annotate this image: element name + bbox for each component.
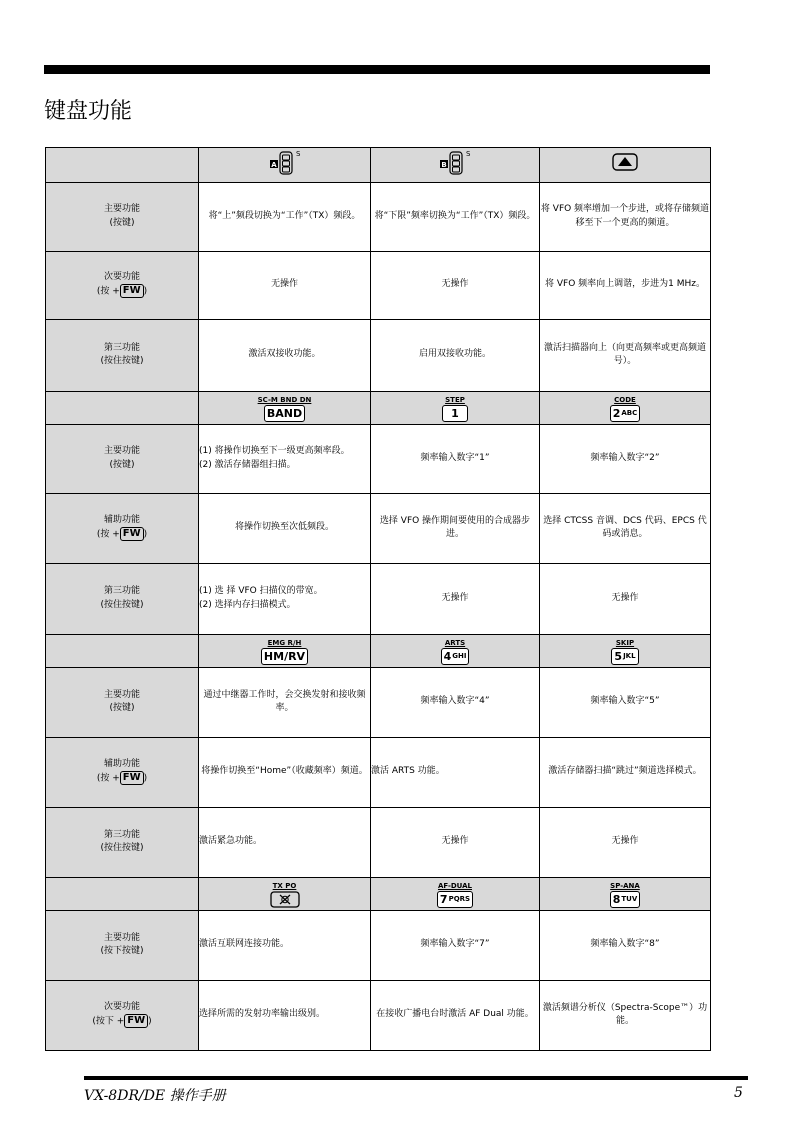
key-glyph: BAND	[264, 405, 305, 422]
key-header-row	[46, 877, 711, 910]
function-description: 频率输入数字“1”	[371, 424, 540, 493]
function-row	[46, 251, 711, 319]
fw-key-icon: FW	[120, 771, 144, 785]
bottom-rule	[84, 1076, 748, 1080]
top-rule	[44, 65, 710, 74]
function-row	[46, 910, 711, 980]
function-row	[46, 980, 711, 1050]
key-header-cell	[540, 634, 711, 667]
fw-combo-prefix: (按 +	[96, 773, 120, 784]
keypad-function-table	[45, 147, 711, 1051]
key-glyph: 8 TUV	[610, 891, 641, 908]
function-description: 在接收广播电台时激活 AF Dual 功能。	[371, 980, 540, 1050]
key-caption: SP-ANA	[610, 881, 640, 890]
function-description: 选择 CTCSS 音调、DCS 代码、EPCS 代码或消息。	[540, 493, 711, 563]
function-label-cell	[46, 251, 199, 319]
function-description: 将操作切换至“Home”（收藏频率）频道。	[199, 737, 371, 807]
function-label-cell	[46, 563, 199, 634]
function-description: 将 VFO 频率向上调谐，步进为1 MHz。	[540, 251, 711, 319]
key-header-cell	[199, 877, 371, 910]
function-description: (1) 选 择 VFO 扫描仪的带宽。 (2) 选择内存扫描模式。	[199, 563, 371, 634]
function-description: 频率输入数字“7”	[371, 910, 540, 980]
page-title: 键盘功能	[44, 99, 133, 124]
svg-text:A: A	[270, 161, 277, 169]
key-glyph: 4 GHI	[441, 648, 470, 665]
fw-key-icon: FW	[120, 527, 144, 541]
function-description: 选择 VFO 操作期间要使用的合成器步进。	[371, 493, 540, 563]
internet-key-icon	[270, 891, 300, 908]
function-sublabel: (按键)	[109, 459, 135, 470]
function-description: 激活双接收功能。	[199, 319, 371, 391]
function-description: 无操作	[540, 563, 711, 634]
function-label: 第三功能	[103, 342, 140, 353]
key-glyph: 7 PQRS	[437, 891, 473, 908]
function-description: 无操作	[371, 251, 540, 319]
function-sublabel: (按住按键)	[100, 843, 144, 853]
function-label: 次要功能	[103, 1001, 140, 1012]
function-description: 激活互联网连接功能。	[199, 910, 371, 980]
fw-combo-suffix: )	[143, 286, 148, 297]
function-label-cell	[46, 424, 199, 493]
function-description: 频率输入数字“4”	[371, 667, 540, 737]
function-label-cell	[46, 910, 199, 980]
function-label: 主要功能	[103, 689, 140, 700]
function-label: 第三功能	[103, 829, 140, 840]
function-description: 激活频谱分析仪（Spectra-Scope™）功能。	[540, 980, 711, 1050]
key-caption: TX PO	[272, 881, 297, 890]
key-header-row	[46, 148, 711, 183]
function-description: 激活扫描器向上（向更高频率或更高频道号）。	[540, 319, 711, 391]
function-description: 无操作	[199, 251, 371, 319]
function-label: 辅助功能	[103, 758, 140, 769]
key-caption: CODE	[614, 395, 636, 404]
key-header-row	[46, 391, 711, 424]
key-header-cell	[540, 877, 711, 910]
function-sublabel: (按下按键)	[100, 946, 144, 956]
function-sublabel: (按键)	[109, 703, 135, 713]
key-caption: STEP	[445, 395, 465, 404]
fw-key-icon: FW	[124, 1014, 148, 1028]
function-label-cell	[46, 182, 199, 251]
up-arrow-key-icon	[611, 152, 639, 172]
function-row	[46, 182, 711, 251]
function-description: 将操作切换至次低频段。	[199, 493, 371, 563]
fw-combo-prefix: (按下 +	[92, 1016, 125, 1027]
function-description: 激活存储器扫描“跳过”频道选择模式。	[540, 737, 711, 807]
function-description: 频率输入数字“2”	[540, 424, 711, 493]
key-header-cell	[371, 877, 540, 910]
function-row	[46, 493, 711, 563]
function-label: 主要功能	[103, 204, 140, 214]
header-blank-cell	[46, 148, 199, 183]
page-number: 5	[734, 1085, 743, 1101]
function-description: 将 VFO 频率增加一个步进，或将存储频道移至下一个更高的频道。	[540, 182, 711, 251]
function-row	[46, 667, 711, 737]
function-label: 第三功能	[103, 586, 140, 596]
function-description: 激活紧急功能。	[199, 807, 371, 877]
function-row	[46, 807, 711, 877]
fw-combo-suffix: )	[143, 773, 148, 784]
fw-combo-suffix: )	[143, 529, 148, 540]
function-description: 激活 ARTS 功能。	[371, 737, 540, 807]
fw-key-icon: FW	[120, 284, 144, 298]
key-glyph: 2 ABC	[610, 405, 641, 422]
function-row	[46, 737, 711, 807]
function-label-cell	[46, 737, 199, 807]
function-label: 次要功能	[103, 271, 140, 282]
function-sublabel: (按住按键)	[100, 356, 144, 366]
key-glyph: HM/RV	[261, 648, 308, 665]
svg-text:B: B	[441, 161, 447, 169]
function-label: 主要功能	[103, 446, 140, 456]
function-row	[46, 424, 711, 493]
function-description: 无操作	[540, 807, 711, 877]
function-label: 辅助功能	[103, 514, 140, 525]
function-description: 启用双接收功能。	[371, 319, 540, 391]
header-blank-cell	[46, 634, 199, 667]
key-caption: EMG R/H	[267, 638, 302, 647]
function-row	[46, 319, 711, 391]
key-header-row	[46, 634, 711, 667]
footer-manual-name: VX-8DR/DE 操作手册	[84, 1088, 226, 1104]
key-glyph: 1	[442, 405, 468, 422]
function-description: 通过中继器工作时，会交换发射和接收频率。	[199, 667, 371, 737]
key-header-cell	[371, 148, 540, 183]
dial-a-s-icon	[269, 148, 301, 176]
function-row	[46, 563, 711, 634]
key-header-cell	[540, 391, 711, 424]
function-label-cell	[46, 667, 199, 737]
key-header-cell	[540, 148, 711, 183]
key-header-cell	[199, 391, 371, 424]
function-label-cell	[46, 319, 199, 391]
function-description: 选择所需的发射功率输出级别。	[199, 980, 371, 1050]
key-caption: ARTS	[444, 638, 466, 647]
key-caption: SC-M BND DN	[257, 395, 312, 404]
function-sublabel: (按住按键)	[100, 599, 144, 610]
key-header-cell	[199, 148, 371, 183]
function-description: 无操作	[371, 807, 540, 877]
function-description: 将“下限”频率切换为“工作”（TX）频段。	[371, 182, 540, 251]
key-caption: AF-DUAL	[437, 881, 473, 890]
function-label-cell	[46, 493, 199, 563]
fw-combo-prefix: (按 +	[96, 529, 120, 540]
dial-b-s-icon	[439, 148, 471, 176]
function-label-cell	[46, 807, 199, 877]
key-header-cell	[371, 391, 540, 424]
function-description: (1) 将操作切换至下一级更高频率段。 (2) 激活存储器组扫描。	[199, 424, 371, 493]
header-blank-cell	[46, 877, 199, 910]
key-header-cell	[199, 634, 371, 667]
function-description: 将“上”频段切换为“工作”（TX）频段。	[199, 182, 371, 251]
key-glyph: 5 JKL	[611, 648, 638, 665]
svg-text:S: S	[295, 150, 300, 158]
key-header-cell	[371, 634, 540, 667]
function-description: 无操作	[371, 563, 540, 634]
function-description: 频率输入数字“8”	[540, 910, 711, 980]
function-label-cell	[46, 980, 199, 1050]
function-sublabel: (按键)	[109, 217, 135, 228]
fw-combo-suffix: )	[148, 1016, 152, 1027]
svg-text:S: S	[466, 150, 471, 158]
header-blank-cell	[46, 391, 199, 424]
key-caption: SKIP	[615, 638, 635, 647]
function-label: 主要功能	[103, 932, 140, 943]
fw-combo-prefix: (按 +	[96, 286, 120, 297]
function-description: 频率输入数字“5”	[540, 667, 711, 737]
